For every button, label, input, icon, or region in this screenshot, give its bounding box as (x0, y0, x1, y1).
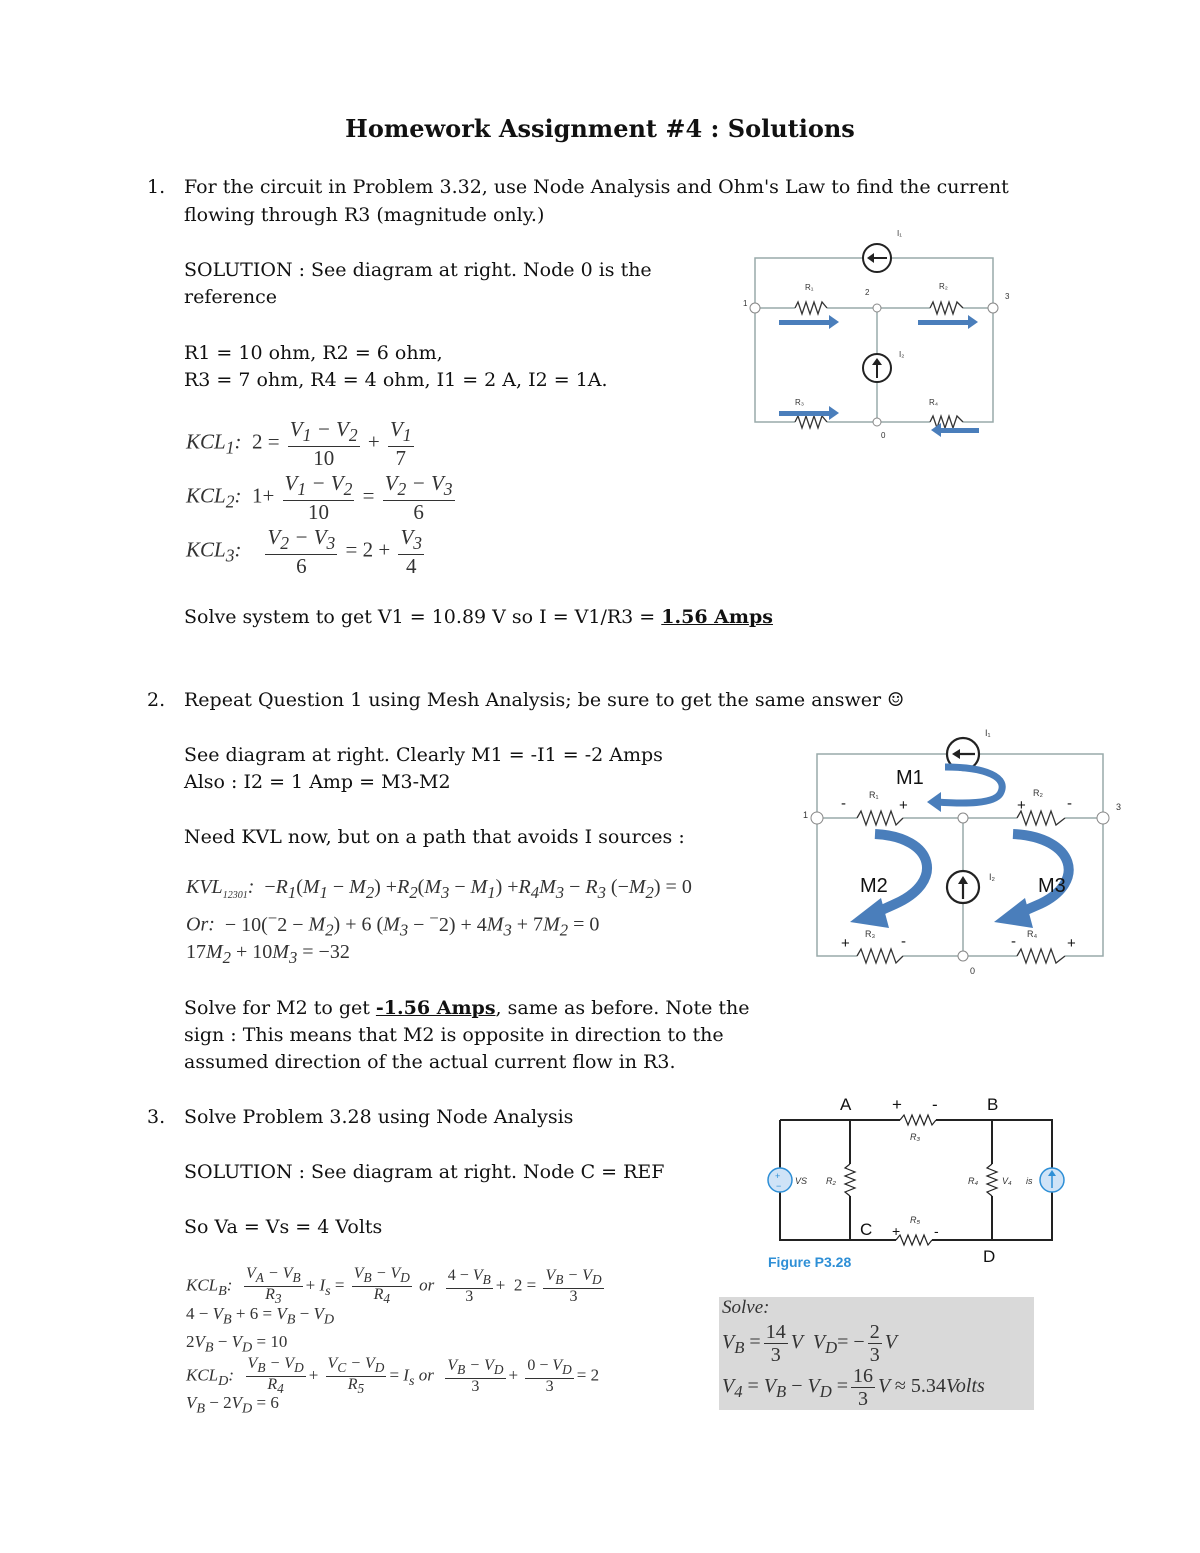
svg-text:−: − (776, 1181, 782, 1191)
node-a-label: A (840, 1095, 852, 1114)
q2-line2: See diagram at right. Clearly M1 = -I1 = -2 Amps (184, 744, 663, 766)
q2-number: 2. (147, 689, 166, 711)
r3-label: R₃ (795, 398, 805, 407)
r3-label: R₃ (910, 1132, 921, 1142)
v4-label: V₄ (1002, 1176, 1012, 1186)
q3-eq-line5: $V_B - 2V_D = 6$ (186, 1393, 279, 1417)
q1-values-line2: R3 = 7 ohm, R4 = 4 ohm, I1 = 2 A, I2 = 1A. (184, 369, 608, 391)
q1-result (184, 604, 773, 631)
q1-result-text: Solve system to get V1 = 10.89 V so I = V1/R3 = (184, 606, 662, 628)
node-1-label: 1 (803, 810, 809, 820)
q3-eq-line2: $4 - V_B + 6 = V_B - V_D$ (186, 1304, 335, 1328)
node-1-label: 1 (743, 299, 748, 308)
i2-label: I₂ (989, 872, 995, 882)
r3-label: R₃ (865, 929, 876, 939)
solve-label: Solve: (722, 1297, 770, 1318)
q1-solution-line2: reference (184, 286, 278, 308)
kcl-label: KCL (186, 429, 226, 454)
r1-plus-sign: + (899, 797, 908, 814)
node-0-label: 0 (881, 431, 886, 440)
circuit-diagram-q3 (760, 1090, 1080, 1280)
r2-minus-sign: - (1067, 795, 1072, 812)
i2-label: I₂ (899, 350, 905, 359)
q1-kcl3-equation: $KCL_3$: $\frac{V_2 - V_3}{6}$ = 2 + $\frac{V_3}{4}$ (186, 525, 423, 579)
mesh-m1-label: M1 (896, 767, 924, 789)
q2-or-equation: Or: − $10(^-2 - M_2) + 6$ $(M_3 - ^-2) + 4M_3 + 7M_2 = 0$ (186, 908, 600, 940)
q2-sol-post: , same as before. Note the (495, 997, 750, 1019)
i1-label: I₁ (985, 728, 991, 738)
r1-minus-sign: - (841, 795, 846, 812)
current-source-i2 (947, 871, 979, 903)
solve-vb-vd: $V_B$ = $\frac{14}{3}$ V $V_D=$ − $\frac{2}{3}$ V (722, 1321, 897, 1366)
q3-eq-line3: $2V_B - V_D = 10$ (186, 1332, 288, 1356)
q2-simplified-equation: $17M_2 + 10M_3 = -32$ (186, 941, 350, 967)
current-source-i1 (863, 244, 891, 272)
r1-label: R₁ (805, 283, 814, 292)
node-3-label: 3 (1116, 802, 1122, 812)
r3-plus-sign: + (841, 935, 850, 952)
r4-plus-sign: + (1067, 935, 1076, 952)
q2-line4: Need KVL now, but on a path that avoids I sources : (184, 826, 685, 848)
q3-number: 3. (147, 1106, 166, 1128)
q2-line3: Also : I2 = 1 Amp = M3-M2 (184, 771, 451, 793)
solve-v4: $V_4 = V_B - V_D$ = $\frac{16}{3}$ V ≈ 5.34Volts (722, 1365, 985, 1410)
q2-answer: -1.56 Amps (375, 997, 496, 1019)
node-3-label: 3 (1005, 292, 1010, 301)
node-0-label: 0 (970, 966, 976, 976)
q1-line2: flowing through R3 (magnitude only.) (184, 204, 545, 226)
r4-label: R₄ (968, 1176, 979, 1186)
r4-label: R₄ (929, 398, 939, 407)
r3-minus-sign: - (901, 933, 906, 950)
is-label: is (1026, 1176, 1033, 1186)
r3-plus-sign: + (892, 1095, 902, 1114)
svg-text:+: + (775, 1171, 781, 1181)
q3-solution: SOLUTION : See diagram at right. Node C = REF (184, 1161, 665, 1183)
i1-label: I₁ (897, 229, 902, 238)
q1-values-line1: R1 = 10 ohm, R2 = 6 ohm, (184, 342, 443, 364)
node-b-label: B (987, 1095, 999, 1114)
q2-solution-line3: assumed direction of the actual current flow in R3. (184, 1051, 676, 1073)
circuit-diagram-q2 (795, 722, 1135, 984)
voltage-source-vs (768, 1168, 792, 1192)
r5-label: R₅ (910, 1215, 921, 1225)
mesh-m2-label: M2 (860, 875, 888, 897)
q3-kclb-equation: $KCL_B$: $\frac{V_A - V_B}{R_3}$ + $I_s$ = $\frac{V_B - V_D}{R_4}$ or $\frac{4 - V_B}{3}$ + 2 = $\frac{V_B - V_D}{3}$ (186, 1265, 602, 1307)
node-c-label: C (860, 1220, 873, 1239)
vs-label: VS (795, 1176, 808, 1186)
q2-line1: Repeat Question 1 using Mesh Analysis; be sure to get the same answer ☺ (184, 689, 905, 711)
q1-number: 1. (147, 176, 166, 198)
q1-kcl1-equation: $KCL_1$: 2 = $\frac{V_1 - V_2}{10}$ + $\frac{V_1}{7}$ (186, 417, 412, 471)
q2-solution-line1 (184, 995, 750, 1022)
node-2-label: 2 (865, 288, 870, 297)
r5-plus-sign: + (892, 1223, 901, 1239)
node-d-label: D (983, 1247, 996, 1266)
r5-minus-sign: - (934, 1223, 939, 1239)
q3-line1: Solve Problem 3.28 using Node Analysis (184, 1106, 574, 1128)
current-source-i2 (863, 354, 891, 382)
r4-label: R₄ (1027, 929, 1038, 939)
r2-plus-sign: + (1017, 797, 1026, 814)
q2-kvl-equation: $KVL_{12301}$: $-R_1(M_1 - M_2) +R_2(M_3 - M_1) +R_4M_3 - R_3$ $(-M_2) = 0$ (186, 876, 692, 902)
q3-va-line: So Va = Vs = 4 Volts (184, 1216, 383, 1238)
mesh-m3-label: M3 (1038, 875, 1066, 897)
figure-caption: Figure P3.28 (768, 1254, 852, 1270)
q1-solution-line1: SOLUTION : See diagram at right. Node 0 is the (184, 259, 652, 281)
page-title: Homework Assignment #4 : Solutions (345, 114, 855, 143)
current-source-is (1040, 1168, 1064, 1192)
r4-minus-sign: - (1011, 933, 1016, 950)
q2-solution-line2: sign : This means that M2 is opposite in direction to the (184, 1024, 724, 1046)
r2-label: R₂ (939, 282, 948, 291)
solve-box (719, 1297, 1034, 1410)
r2-label: R₂ (826, 1176, 836, 1186)
r2-label: R₂ (1033, 788, 1043, 798)
r1-label: R₁ (869, 790, 879, 800)
r3-minus-sign: - (932, 1095, 938, 1114)
q1-line1: For the circuit in Problem 3.32, use Node Analysis and Ohm's Law to find the current (184, 176, 1009, 198)
q2-sol-pre: Solve for M2 to get (184, 997, 376, 1019)
q1-answer: 1.56 Amps (661, 606, 773, 628)
q1-kcl2-equation: $KCL_2$: 1+ $\frac{V_1 - V_2}{10}$ = $\frac{V_2 - V_3}{6}$ (186, 471, 453, 525)
circuit-diagram-q1 (735, 222, 1015, 447)
q3-kcld-equation: $KCL_D$: $\frac{V_B - V_D}{R_4}$ + $\frac{V_C - V_D}{R_5}$ = $I_s$ or $\frac{V_B - V_D}{3}$ + $\frac{0 - V_D}{3}$ = 2 (186, 1355, 600, 1397)
